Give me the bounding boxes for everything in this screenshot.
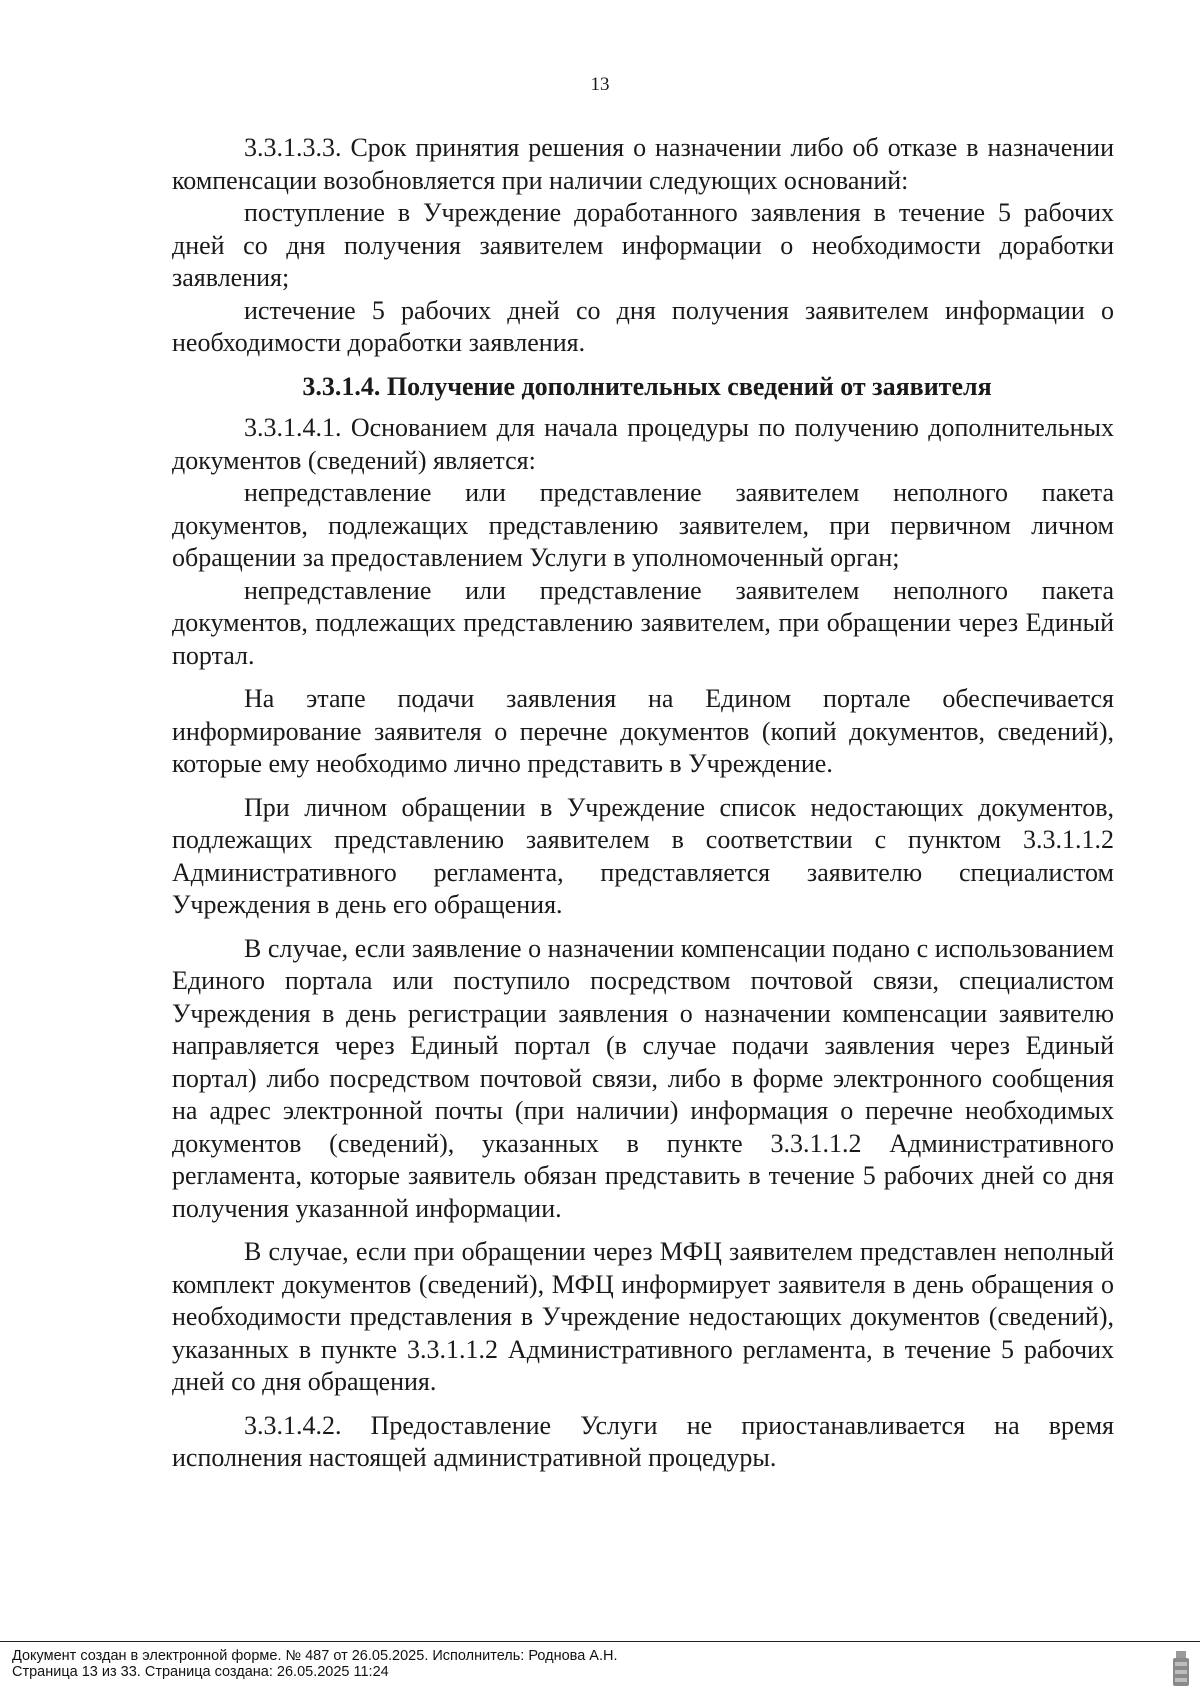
paragraph-case-2: непредставление или представление заявителем неполного пакета документов, подлежащих представлению заявителем, при обращении через Единый портал. <box>172 575 1114 670</box>
paragraph-case-1: непредставление или представление заявителем неполного пакета документов, подлежащих представлению заявителем, при первичном личном обращении за предоставлением Услуги в уполномоченный орган; <box>172 478 1114 572</box>
paragraph-3-3-1-4-1: 3.3.1.4.1. Основанием для начала процедуры по получению дополнительных документов (сведений) является: <box>172 413 1114 475</box>
section-heading: 3.3.1.4. Получение дополнительных сведений от заявителя <box>302 371 992 401</box>
paragraph-3-3-1-4-2: 3.3.1.4.2. Предоставление Услуги не приостанавливается на время исполнения настоящей административной процедуры. <box>172 1410 1114 1472</box>
footer-text <box>12 1648 618 1680</box>
paragraph-condition-2: истечение 5 рабочих дней со дня получения заявителем информации о необходимости доработки заявления. <box>172 295 1114 357</box>
paragraph-condition-1: поступление в Учреждение доработанного заявления в течение 5 рабочих дней со дня получения заявителем информации о необходимости доработки заявления; <box>172 198 1114 292</box>
page-number: 13 <box>590 74 610 95</box>
footer-line-document: Документ создан в электронной форме. № 487 от 26.05.2025. Исполнитель: Роднова А.Н. <box>12 1648 618 1664</box>
paragraph-portal-or-mail: В случае, если заявление о назначении компенсации подано с использованием Единого портала или поступило посредством почтовой связи, специалистом Учреждения в день регистрации заявления о назначении компенсации заявителю направляется через Единый портал (в случае подачи заявления через Единый портал) либо посредством почтовой связи, либо в форме электронного сообщения на адрес электронной почты (при наличии) информация о перечне необходимых документов (сведений), указанных в пункте 3.3.1.1.2 Административного регламента, которые заявитель обязан представить в течение 5 рабочих дней со дня получения указанной информации. <box>172 933 1114 1223</box>
document-body <box>172 132 1114 1475</box>
paragraph-personal-visit: При личном обращении в Учреждение список недостающих документов, подлежащих представлению заявителем в соответствии с пунктом 3.3.1.1.2 Административного регламента, представляется заявителю специалистом Учреждения в день его обращения. <box>172 792 1114 919</box>
footer-line-page: Страница 13 из 33. Страница создана: 26.05.2025 11:24 <box>12 1664 389 1680</box>
paragraph-mfc: В случае, если при обращении через МФЦ заявителем представлен неполный комплект документов (сведений), МФЦ информирует заявителя в день обращения о необходимости представления в Учреждение недостающих документов (сведений), указанных в пункте 3.3.1.1.2 Административного регламента, в течение 5 рабочих дней со дня обращения. <box>172 1237 1114 1396</box>
paragraph-portal-info: На этапе подачи заявления на Едином портале обеспечивается информирование заявителя о перечне документов (копий документов, сведений), которые ему необходимо лично представить в Учреждение. <box>172 684 1114 778</box>
document-footer <box>0 1641 1200 1680</box>
coat-of-arms-icon <box>1172 1650 1190 1688</box>
paragraph-3-3-1-3-3: 3.3.1.3.3. Срок принятия решения о назначении либо об отказе в назначении компенсации возобновляется при наличии следующих оснований: <box>172 133 1114 195</box>
